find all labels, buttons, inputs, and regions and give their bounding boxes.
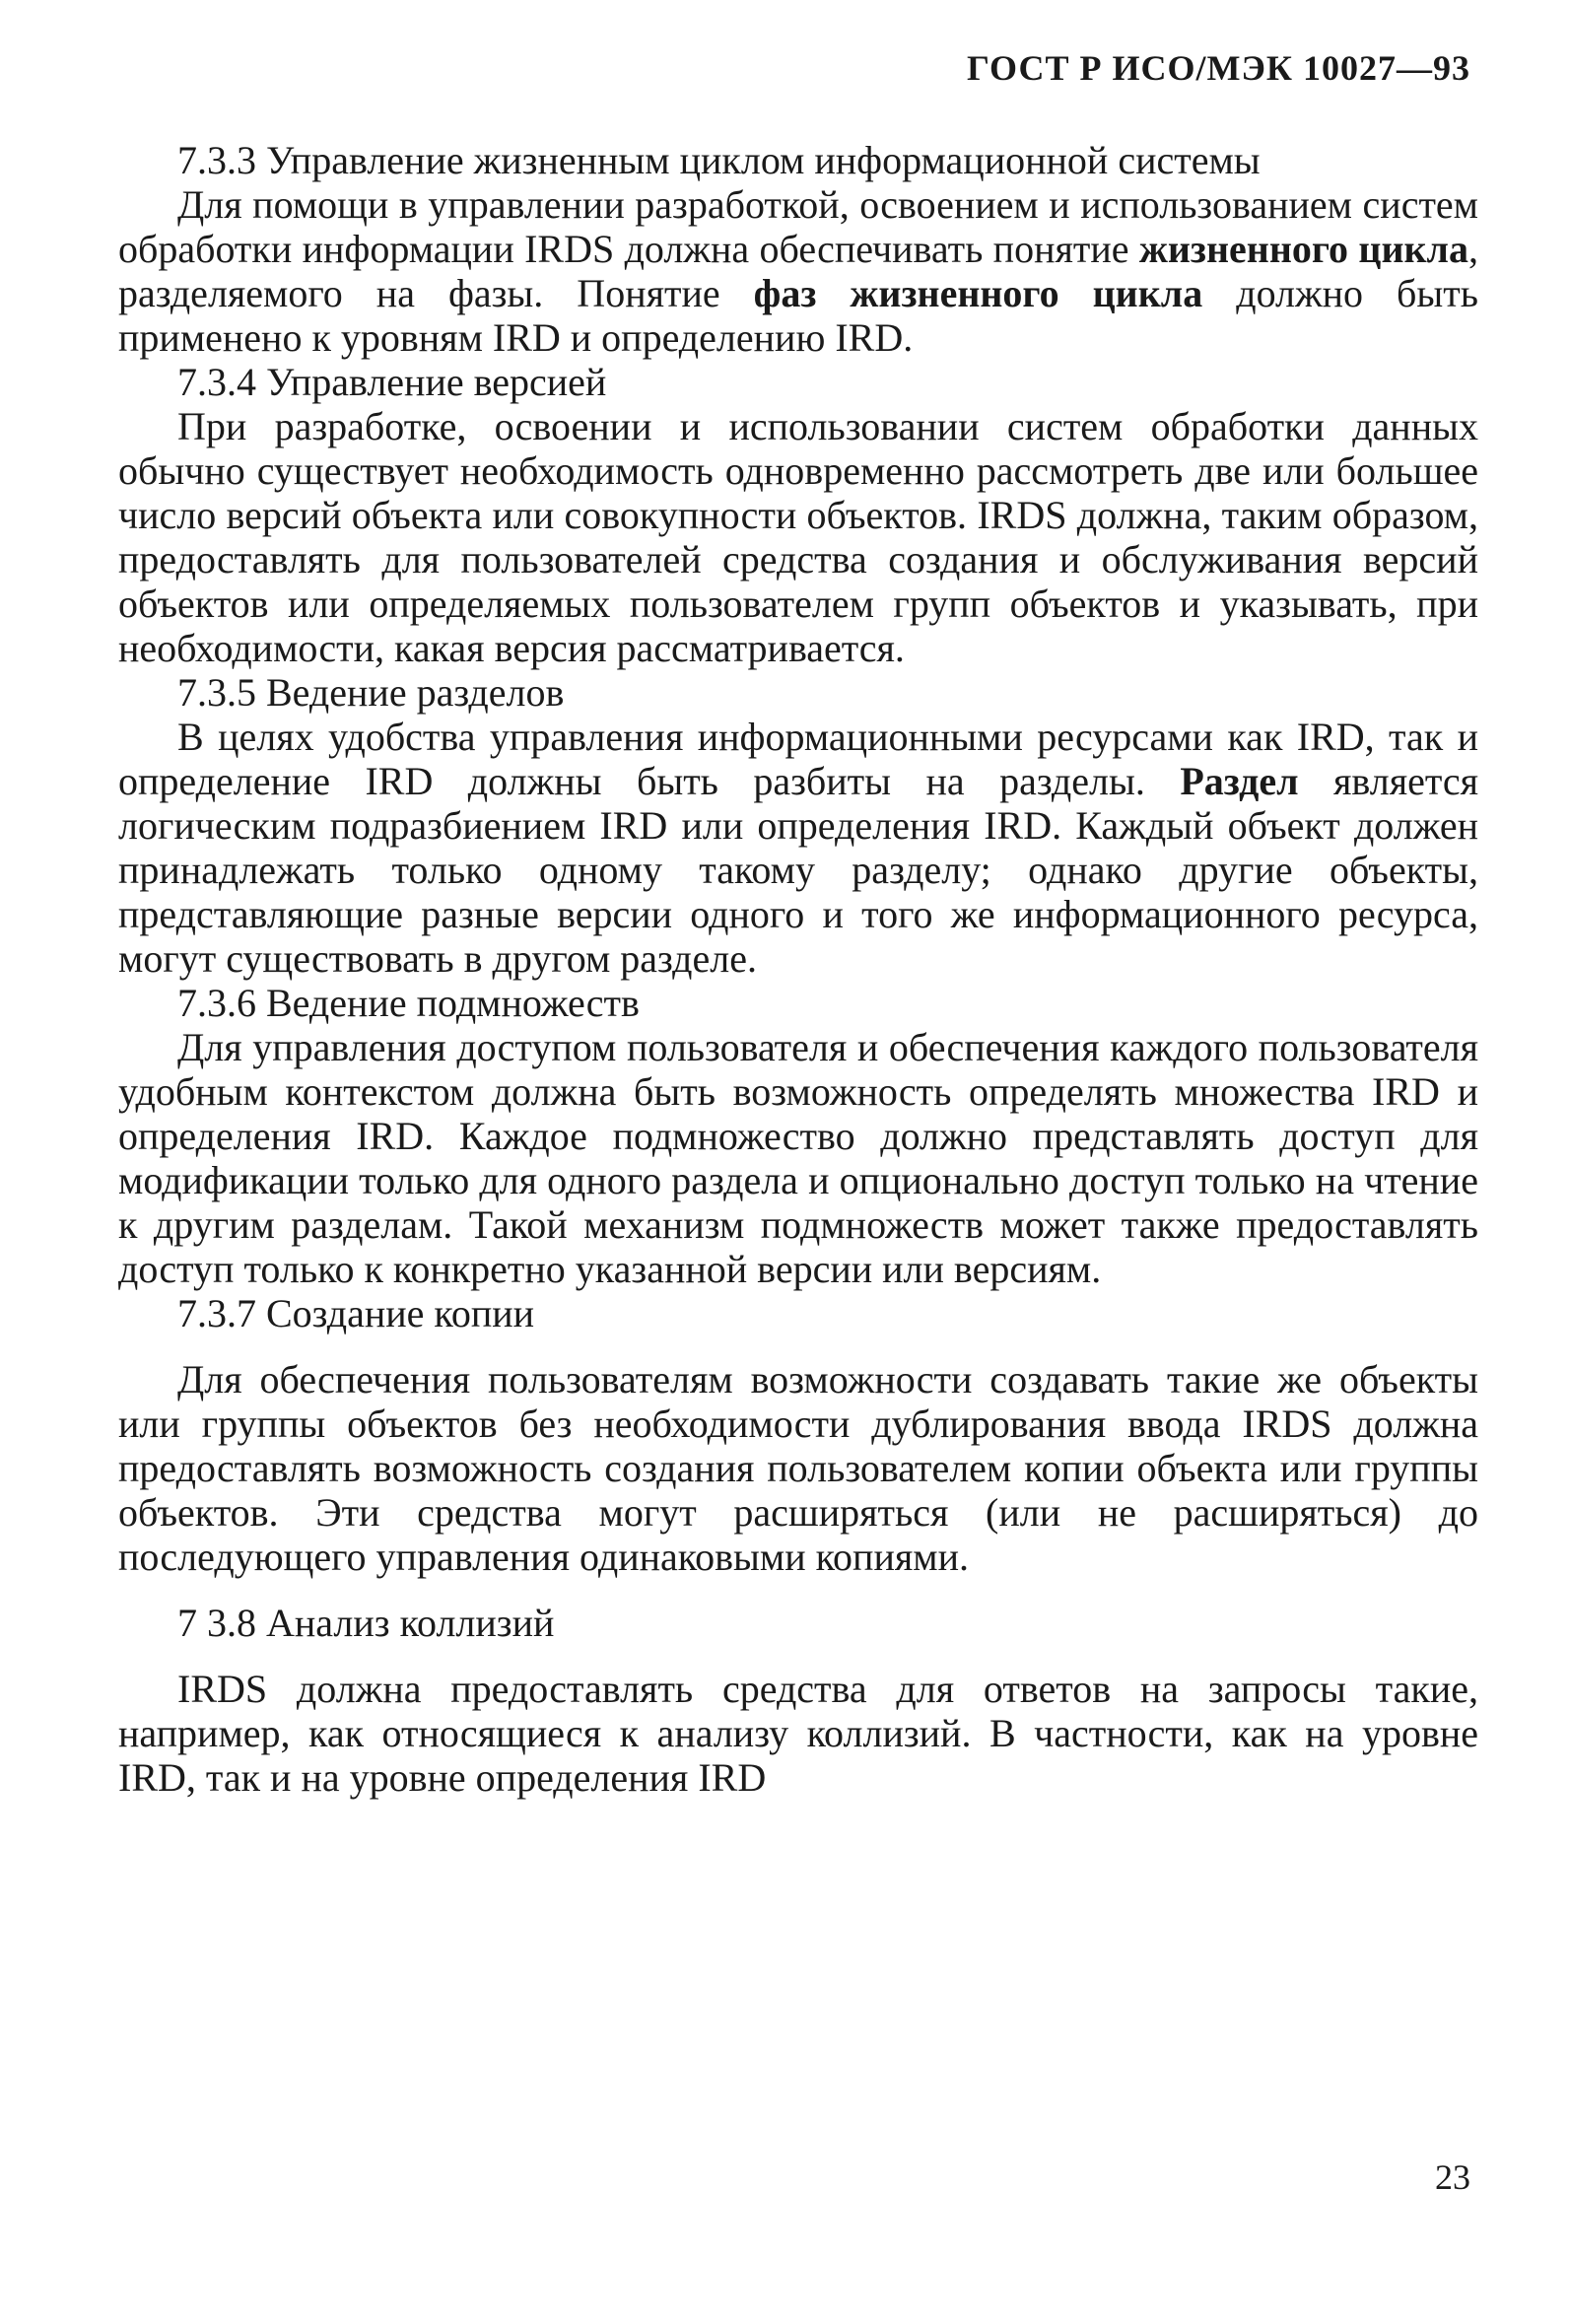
- section-paragraph-7-3-5: [118, 715, 1478, 981]
- section-heading-7-3-6: 7.3.6 Ведение подмножеств: [177, 981, 640, 1025]
- section-paragraph-7-3-3: [118, 182, 1478, 360]
- page-number: 23: [1435, 2157, 1470, 2197]
- section-paragraph-7-3-8: IRDS должна предоставлять средства для ответов на запросы такие, например, как относящиеся к анализу коллизий. В частности, как на уровне IRD, так и на уровне определения IRD: [118, 1667, 1478, 1800]
- text-run: , разделяемого на фазы. Понятие: [118, 227, 1478, 315]
- section-heading-7-3-5: 7.3.5 Ведение разделов: [177, 670, 565, 715]
- term-life-cycle: жизненного цикла: [1138, 227, 1468, 271]
- page-body: [118, 138, 1478, 1800]
- section-paragraph-7-3-4: При разработке, освоении и использовании систем обработки данных обычно существует необходимость одновременно рассмотреть две или большее число версий объекта или совокупности объектов. IRDS должна, таким образом, предоставлять для пользователей средства создания и обслуживания версий объектов или определяемых пользователем групп объектов и указывать, при необходимости, какая версия рассматривается.: [118, 404, 1478, 670]
- section-paragraph-7-3-7: Для обеспечения пользователям возможности создавать такие же объекты или группы объектов без необходимости дублирования ввода IRDS должна предоставлять возможность создания пользователем копии объекта или группы объектов. Эти средства могут расширяться (или не расширяться) до последующего управления одинаковыми копиями.: [118, 1357, 1478, 1579]
- section-heading-7-3-4: 7.3.4 Управление версией: [177, 360, 607, 404]
- text-run: В целях удобства управления информационными ресурсами как IRD, так и определение IRD должны быть разбиты на разделы.: [118, 715, 1478, 803]
- text-run: является логическим подразбиением IRD или определения IRD. Каждый объект должен принадлежать только одному такому разделу; однако другие объекты, представляющие разные версии одного и того же информационного ресурса, могут существовать в другом разделе.: [118, 759, 1478, 981]
- term-life-cycle-phases: фаз жизненного цикла: [753, 271, 1203, 315]
- section-heading-7-3-3: 7.3.3 Управление жизненным циклом информационной системы: [177, 138, 1261, 182]
- text-run: Для помощи в управлении разработкой, освоением и использованием систем обработки информации IRDS должна обеспечивать понятие: [118, 182, 1478, 271]
- text-run: должно быть применено к уровням IRD и определению IRD.: [118, 271, 1478, 360]
- section-heading-7-3-8: 7 3.8 Анализ коллизий: [177, 1601, 555, 1645]
- term-section: Раздел: [1180, 759, 1299, 803]
- running-header: ГОСТ Р ИСО/МЭК 10027—93: [967, 48, 1470, 88]
- section-heading-7-3-7: 7.3.7 Создание копии: [177, 1291, 535, 1335]
- section-paragraph-7-3-6: Для управления доступом пользователя и обеспечения каждого пользователя удобным контекстом должна быть возможность определять множества IRD и определения IRD. Каждое подмножество должно представлять доступ для модификации только для одного раздела и опционально доступ только на чтение к другим разделам. Такой механизм подмножеств может также предоставлять доступ только к конкретно указанной версии или версиям.: [118, 1025, 1478, 1291]
